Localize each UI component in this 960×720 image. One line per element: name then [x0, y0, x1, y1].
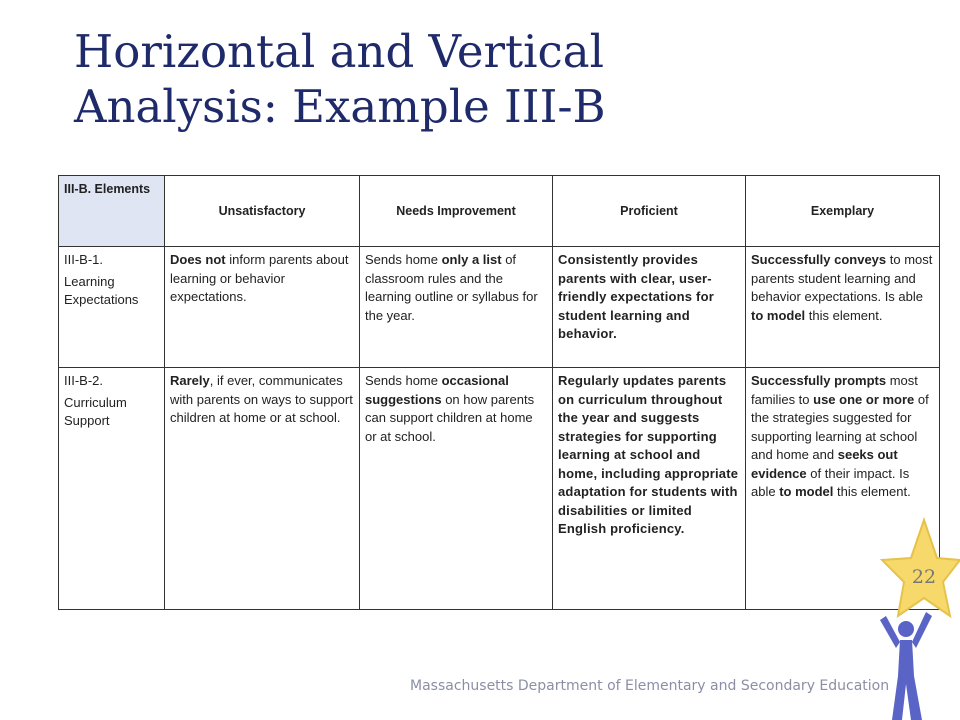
table-row [59, 368, 940, 610]
cell-text: Sends home [365, 252, 442, 267]
emphasis-text: to model [751, 307, 806, 323]
proficient-cell: Regularly updates parents on curriculum throughout the year and suggests strategies for supporting learning at school and home, including appropriate adaptation for students with disabilities or limited English proficiency. [553, 368, 746, 610]
unsatisfactory-cell [165, 247, 360, 368]
cell-text: inform parents about learning or behavior expectations. [170, 252, 349, 304]
proficient-cell: Consistently provides parents with clear, user-friendly expectations for student learning and behavior. [553, 247, 746, 368]
cell-text: on how parents can support children at home or at school. [365, 391, 535, 444]
header-unsatisfactory: Unsatisfactory [165, 176, 360, 247]
rubric-table [58, 175, 940, 610]
element-code: III-B-1. [64, 252, 104, 267]
cell-text: of their impact. Is able [751, 465, 910, 499]
cell-text: to most parents student learning and behavior expectations. Is able [751, 252, 933, 304]
cell-text: most families to [751, 373, 918, 407]
header-proficient: Proficient [553, 176, 746, 247]
footer-text: Massachusetts Department of Elementary and Secondary Education [410, 678, 890, 694]
unsatisfactory-cell [165, 368, 360, 610]
needs-improvement-cell [360, 368, 553, 610]
element-name: Learning Expectations [64, 273, 139, 307]
emphasis-text: use one or more [813, 391, 915, 407]
page-number: 22 [911, 566, 937, 588]
emphasis-text: Does not [170, 252, 226, 267]
emphasis-text: seeks out evidence [751, 447, 898, 481]
slide-title [74, 24, 854, 134]
table-row [59, 247, 940, 368]
element-name: Curriculum Support [64, 394, 127, 428]
slide-title-line-2: Analysis: Example III-B [74, 80, 606, 133]
element-cell [59, 368, 165, 610]
cell-text: of the strategies suggested for supporting learning at school and home and [751, 391, 929, 462]
needs-improvement-cell [360, 247, 553, 368]
header-needs-improvement: Needs Improvement [360, 176, 553, 247]
emphasis-text: Successfully conveys [751, 252, 887, 267]
emphasis-text: Successfully prompts [751, 373, 887, 388]
element-cell [59, 247, 165, 368]
star-figure-logo-icon [864, 516, 960, 720]
cell-text: Sends home [365, 373, 442, 388]
emphasis-text: occasional suggestions [365, 373, 509, 407]
element-code: III-B-2. [64, 373, 104, 388]
table-header-row [59, 176, 940, 247]
emphasis-text: Rarely [170, 373, 210, 388]
header-exemplary: Exemplary [746, 176, 940, 247]
header-elements: III-B. Elements [59, 176, 165, 247]
emphasis-text: only a list [441, 252, 502, 267]
emphasis-text: to model [779, 484, 834, 499]
cell-text: this element. [805, 307, 883, 323]
slide-title-line-1: Horizontal and Vertical [74, 25, 604, 78]
cell-text: of classroom rules and the learning outline or syllabus for the year. [365, 252, 538, 323]
exemplary-cell [746, 247, 940, 368]
cell-text: , if ever, communicates with parents on ways to support children at home or at school. [170, 373, 353, 425]
cell-text: this element. [833, 484, 911, 499]
